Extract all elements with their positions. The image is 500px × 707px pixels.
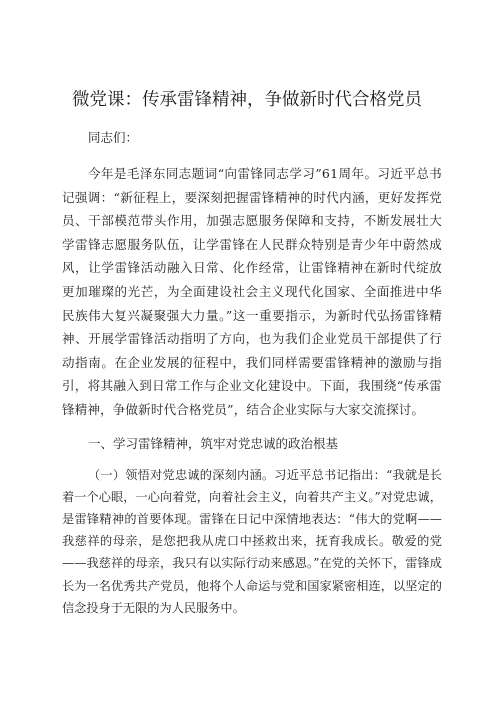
intro-paragraph: 今年是毛泽东同志题词“向雷锋同志学习”61周年。习近平总书记强调：“新征程上，要深刻把握雷锋精神的时代内涵，更好发挥党员、干部模范带头作用，加强志愿服务保障和支持，不断发展壮大学雷锋志愿服务队伍，让学雷锋在人民群众特别是青少年中蔚然成风，让学雷锋活动融入日常、化作经常，让雷锋精神在新时代绽放更加璀璨的光芒，为全面建设社会主义现代化国家、全面推进中华民族伟大复兴凝聚强大力量。”这一重要指示，为新时代弘扬雷锋精神、开展学雷锋活动指明了方向，也为我们企业党员干部提供了行动指南。在企业发展的征程中，我们同样需要雷锋精神的激励与指引，将其融入到日常工作与企业文化建设中。下面，我围绕“传承雷锋精神，争做新时代合格党员”，结合企业实际与大家交流探讨。 bbox=[62, 166, 442, 417]
salutation: 同志们： bbox=[88, 130, 139, 145]
section-heading: 一、学习雷锋精神，筑牢对党忠诚的政治根基 bbox=[88, 435, 339, 451]
document-title: 微党课：传承雷锋精神，争做新时代合格党员 bbox=[72, 90, 422, 110]
subsection-paragraph: （一）领悟对党忠诚的深刻内涵。习近平总书记指出：“我就是长着一个心眼，一心向着党，向着社会主义，向着共产主义。”对党忠诚，是雷锋精神的首要体现。雷锋在日记中深情地表达：“伟大的党啊——我慈祥的母亲，是您把我从虎口中拯救出来，抚育我成长。敬爱的党——我慈祥的母亲，我只有以实际行动来感恩。”在党的关怀下，雷锋成长为一名优秀共产党员，他将个人命运与党和国家紧密相连，以坚定的信念投身于无限的为人民服务中。 bbox=[62, 467, 442, 615]
